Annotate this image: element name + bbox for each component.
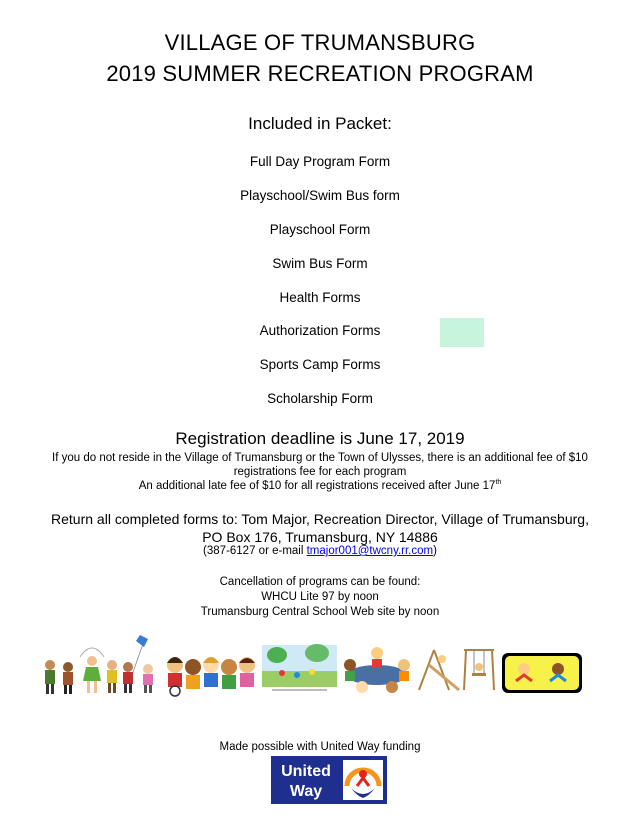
cancellation-line-3: Trumansburg Central School Web site by noon (200, 606, 440, 618)
packet-item: Health Forms (279, 290, 361, 305)
return-line-1: Return all completed forms to: Tom Major, Recreation Director, Village of Trumansburg, (51, 511, 589, 527)
cancellation-line-2: WHCU Lite 97 by noon (261, 591, 379, 603)
packet-item: Playschool/Swim Bus form (240, 188, 400, 203)
kids-playing-clipart (40, 635, 160, 697)
packet-item: Scholarship Form (267, 391, 373, 406)
happy-kids-clipart (502, 635, 582, 697)
packet-heading: Included in Packet: (248, 114, 392, 133)
packet-item: Playschool Form (269, 222, 371, 237)
contact-line (0, 544, 640, 559)
late-fee-text: An additional late fee of $10 for all registrations received after June 17 (138, 480, 496, 492)
kids-around-table-clipart (340, 635, 415, 697)
packet-item: Authorization Forms (259, 323, 381, 338)
late-fee-line (0, 479, 640, 493)
email-link[interactable]: tmajor001@twcny.rr.com (306, 545, 434, 557)
packet-item: Swim Bus Form (272, 256, 368, 271)
funding-note: Made possible with United Way funding (219, 741, 421, 753)
phone-suffix: ) (433, 545, 437, 557)
playground-clipart (414, 635, 500, 697)
children-group-clipart (163, 635, 258, 697)
title-line-2: 2019 SUMMER RECREATION PROGRAM (106, 61, 534, 86)
late-fee-superscript: th (495, 479, 502, 487)
return-line-2: PO Box 176, Trumansburg, NY 14886 (202, 529, 438, 545)
cancellation-line-1: Cancellation of programs can be found: (219, 576, 421, 588)
highlight-swatch (440, 318, 484, 347)
united-way-logo (271, 756, 387, 804)
nonresident-fee-line-1: If you do not reside in the Village of Trumansburg or the Town of Ulysses, there is an additional fee of $10 (52, 452, 588, 464)
packet-item: Sports Camp Forms (259, 357, 381, 372)
united-way-logo-text-1: United (281, 763, 331, 780)
phone-text: (387-6127 or e-mail (203, 545, 307, 557)
nonresident-fee-line-2: registrations fee for each program (233, 466, 407, 478)
registration-deadline: Registration deadline is June 17, 2019 (175, 429, 465, 448)
united-way-logo-text-2: Way (289, 783, 323, 800)
title-line-1: VILLAGE OF TRUMANSBURG (164, 30, 476, 55)
packet-item: Full Day Program Form (249, 154, 391, 169)
park-scene-clipart (262, 635, 337, 697)
